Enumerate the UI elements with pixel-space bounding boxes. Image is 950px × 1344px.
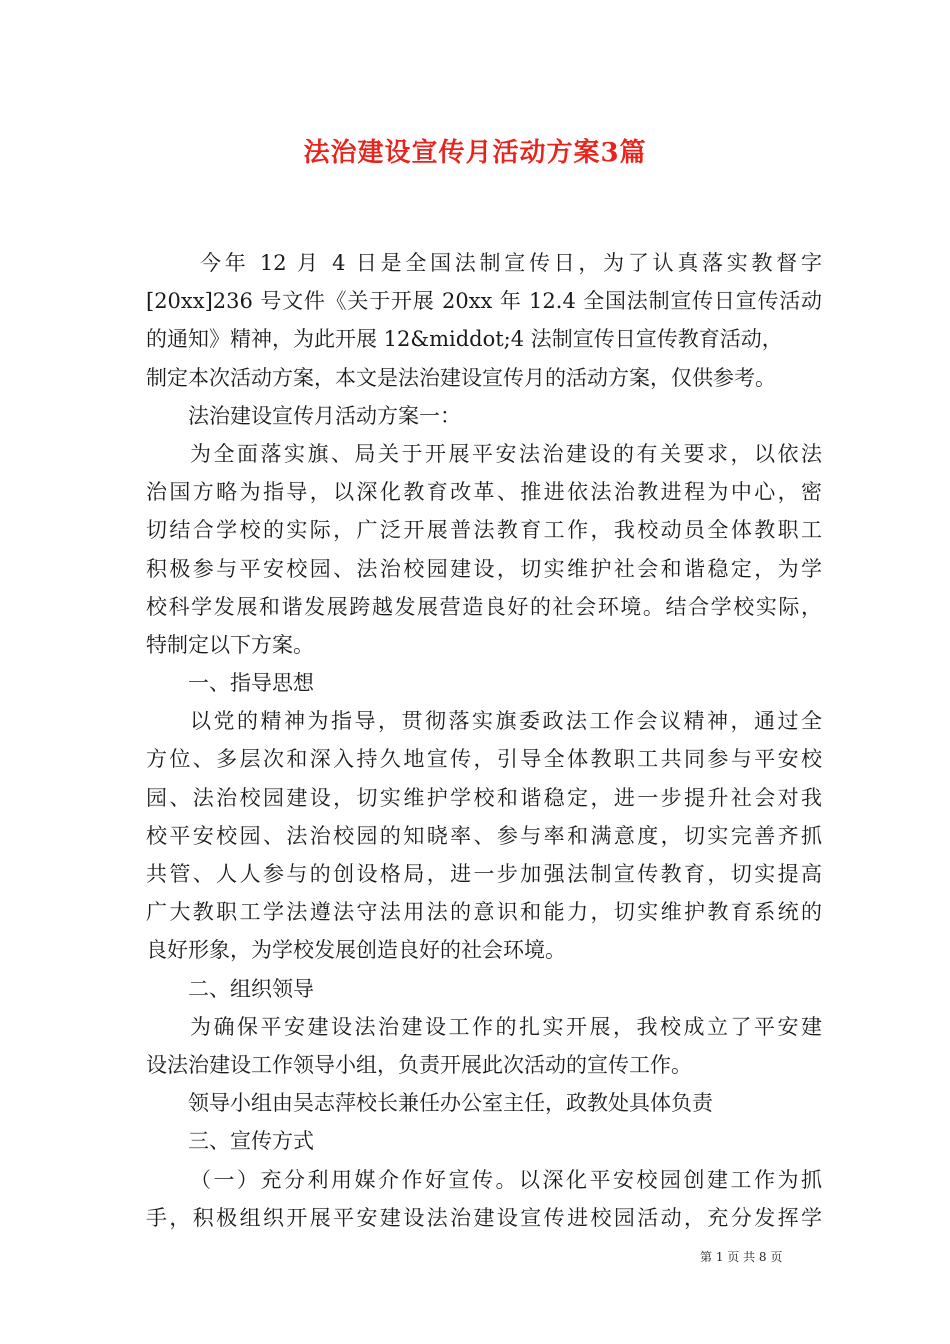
section-heading: 一、指导思想 [188,671,314,696]
text-line: 为全面落实旗、局关于开展平安法治建设的有关要求，以依法 [190,441,822,466]
text-line: 切结合学校的实际，广泛开展普法教育工作，我校动员全体教职工 [146,518,822,543]
document-title: 法治建设宣传月活动方案3篇 [303,138,647,168]
text-line: 以党的精神为指导，贯彻落实旗委政法工作会议精神，通过全 [190,709,822,734]
text-line: （一）充分利用媒介作好宣传。以深化平安校园创建工作为抓 [190,1167,822,1192]
text-line: 园、法治校园建设，切实维护学校和谐稳定，进一步提升社会对我 [146,785,822,810]
text-line: 的通知》精神，为此开展 12&middot;4 法制宣传日宣传教育活动， [146,327,783,352]
text-line: 治国方略为指导，以深化教育改革、推进依法治教进程为中心，密 [146,480,822,505]
section-heading: 三、宣传方式 [188,1129,314,1154]
text-line: [20xx]236 号文件《关于开展 20xx 年 12.4 全国法制宣传日宣传活动 [146,289,822,314]
text-line: 特制定以下方案。 [146,632,314,657]
page-number: 第 1 页 共 8 页 [700,1250,783,1264]
text-line: 积极参与平安校园、法治校园建设，切实维护社会和谐稳定，为学 [146,556,822,581]
text-line: 方位、多层次和深入持久地宣传，引导全体教职工共同参与平安校 [146,747,822,772]
text-line: 制定本次活动方案，本文是法治建设宣传月的活动方案，仅供参考。 [146,365,776,390]
text-line: 共管、人人参与的创设格局，进一步加强法制宣传教育，切实提高 [146,862,822,886]
text-line: 今年 12 月 4 日是全国法制宣传日，为了认真落实教督字 [200,251,822,275]
text-line: 领导小组由吴志萍校长兼任办公室主任，政教处具体负责 [188,1091,713,1116]
text-line: 校科学发展和谐发展跨越发展营造良好的社会环境。结合学校实际， [146,594,822,619]
text-line: 良好形象，为学校发展创造良好的社会环境。 [146,938,566,963]
text-line: 广大教职工学法遵法守法用法的意识和能力，切实维护教育系统的 [146,900,822,925]
text-line: 手，积极组织开展平安建设法治建设宣传进校园活动，充分发挥学 [146,1205,822,1230]
text-line: 为确保平安建设法治建设工作的扎实开展，我校成立了平安建 [190,1014,822,1039]
document-body [146,244,822,1237]
text-line: 法治建设宣传月活动方案一： [188,403,461,428]
text-line: 校平安校园、法治校园的知晓率、参与率和满意度，切实完善齐抓 [146,823,822,848]
text-line: 设法治建设工作领导小组，负责开展此次活动的宣传工作。 [146,1052,692,1077]
section-heading: 二、组织领导 [188,976,314,1001]
